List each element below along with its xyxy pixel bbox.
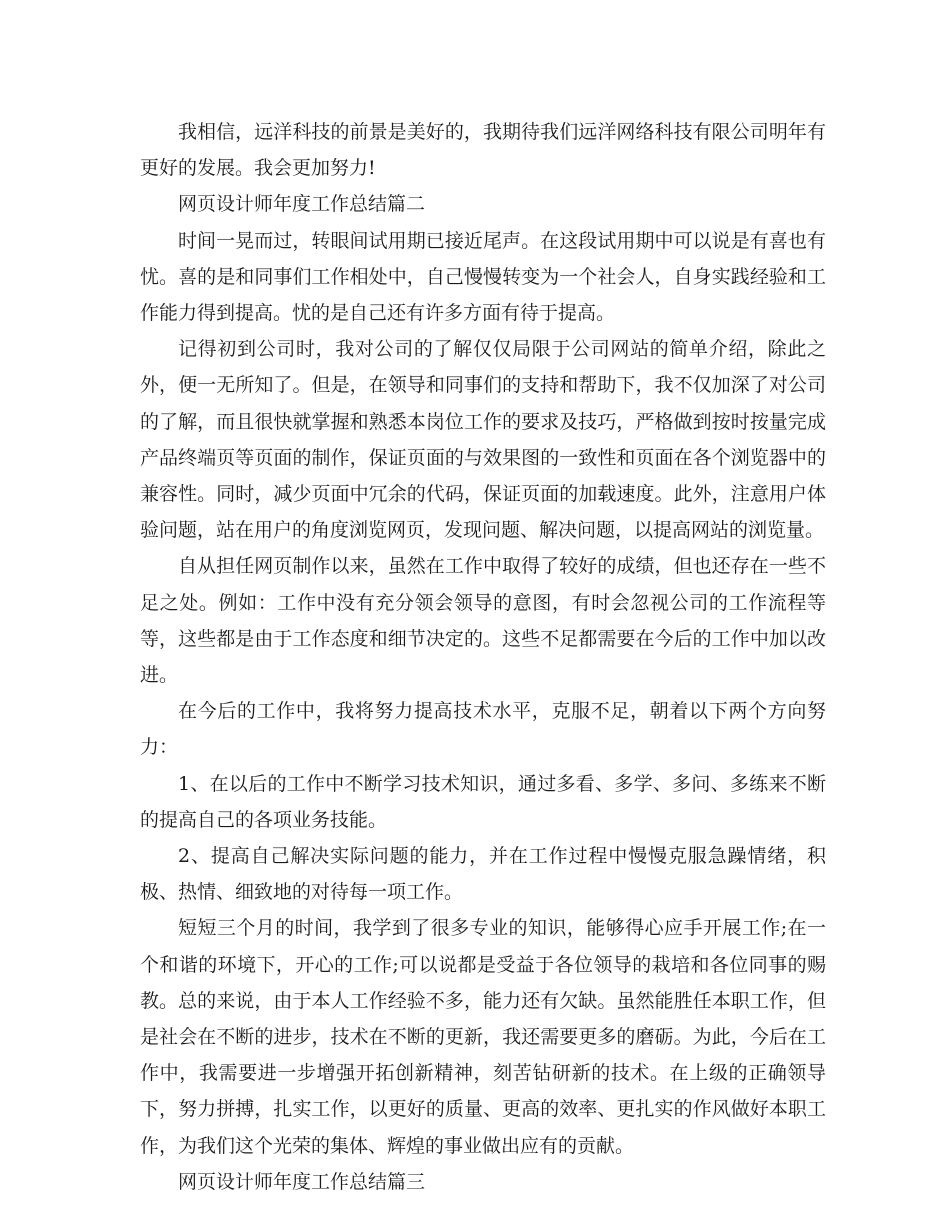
paragraph: 自从担任网页制作以来，虽然在工作中取得了较好的成绩，但也还存在一些不足之处。例如：工作中没有充分领会领导的意图，有时会忽视公司的工作流程等等，这些都是由于工作态度和细节决定的。这些不足都需要在今后的工作中加以改进。 [140, 555, 826, 687]
paragraph: 我相信，远洋科技的前景是美好的，我期待我们远洋网络科技有限公司明年有更好的发展。我会更加努力! [140, 121, 826, 180]
section-heading: 网页设计师年度工作总结篇三 [178, 1170, 426, 1193]
list-item-paragraph: 2、提高自己解决实际问题的能力，并在工作过程中慢慢克服急躁情绪，积极、热情、细致地的对待每一项工作。 [140, 845, 826, 904]
list-item-paragraph: 1、在以后的工作中不断学习技术知识，通过多看、多学、多问、多练来不断的提高自己的各项业务技能。 [140, 772, 826, 831]
section-heading: 网页设计师年度工作总结篇二 [178, 193, 426, 216]
paragraph: 记得初到公司时，我对公司的了解仅仅局限于公司网站的简单介绍，除此之外，便一无所知了。但是，在领导和同事们的支持和帮助下，我不仅加深了对公司的了解，而且很快就掌握和熟悉本岗位工作的要求及技巧，严格做到按时按量完成产品终端页等页面的制作，保证页面的与效果图的一致性和页面在各个浏览器中的兼容性。同时，减少页面中冗余的代码，保证页面的加载速度。此外，注意用户体验问题，站在用户的角度浏览网页，发现问题、解决问题，以提高网站的浏览量。 [140, 338, 826, 542]
paragraph: 短短三个月的时间，我学到了很多专业的知识，能够得心应手开展工作;在一个和谐的环境下，开心的工作;可以说都是受益于各位领导的栽培和各位同事的赐教。总的来说，由于本人工作经验不多，能力还有欠缺。虽然能胜任本职工作，但是社会在不断的进步，技术在不断的更新，我还需要更多的磨砺。为此，今后在工作中，我需要进一步增强开拓创新精神，刻苦钻研新的技术。在上级的正确领导下，努力拼搏，扎实工作，以更好的质量、更高的效率、更扎实的作风做好本职工作，为我们这个光荣的集体、辉煌的事业做出应有的贡献。 [140, 917, 826, 1157]
paragraph: 在今后的工作中，我将努力提高技术水平，克服不足，朝着以下两个方向努力： [140, 700, 826, 759]
document-body [140, 114, 826, 1200]
paragraph: 时间一晃而过，转眼间试用期已接近尾声。在这段试用期中可以说是有喜也有忧。喜的是和同事们工作相处中，自己慢慢转变为一个社会人，自身实践经验和工作能力得到提高。忧的是自己还有许多方面有待于提高。 [140, 229, 826, 325]
